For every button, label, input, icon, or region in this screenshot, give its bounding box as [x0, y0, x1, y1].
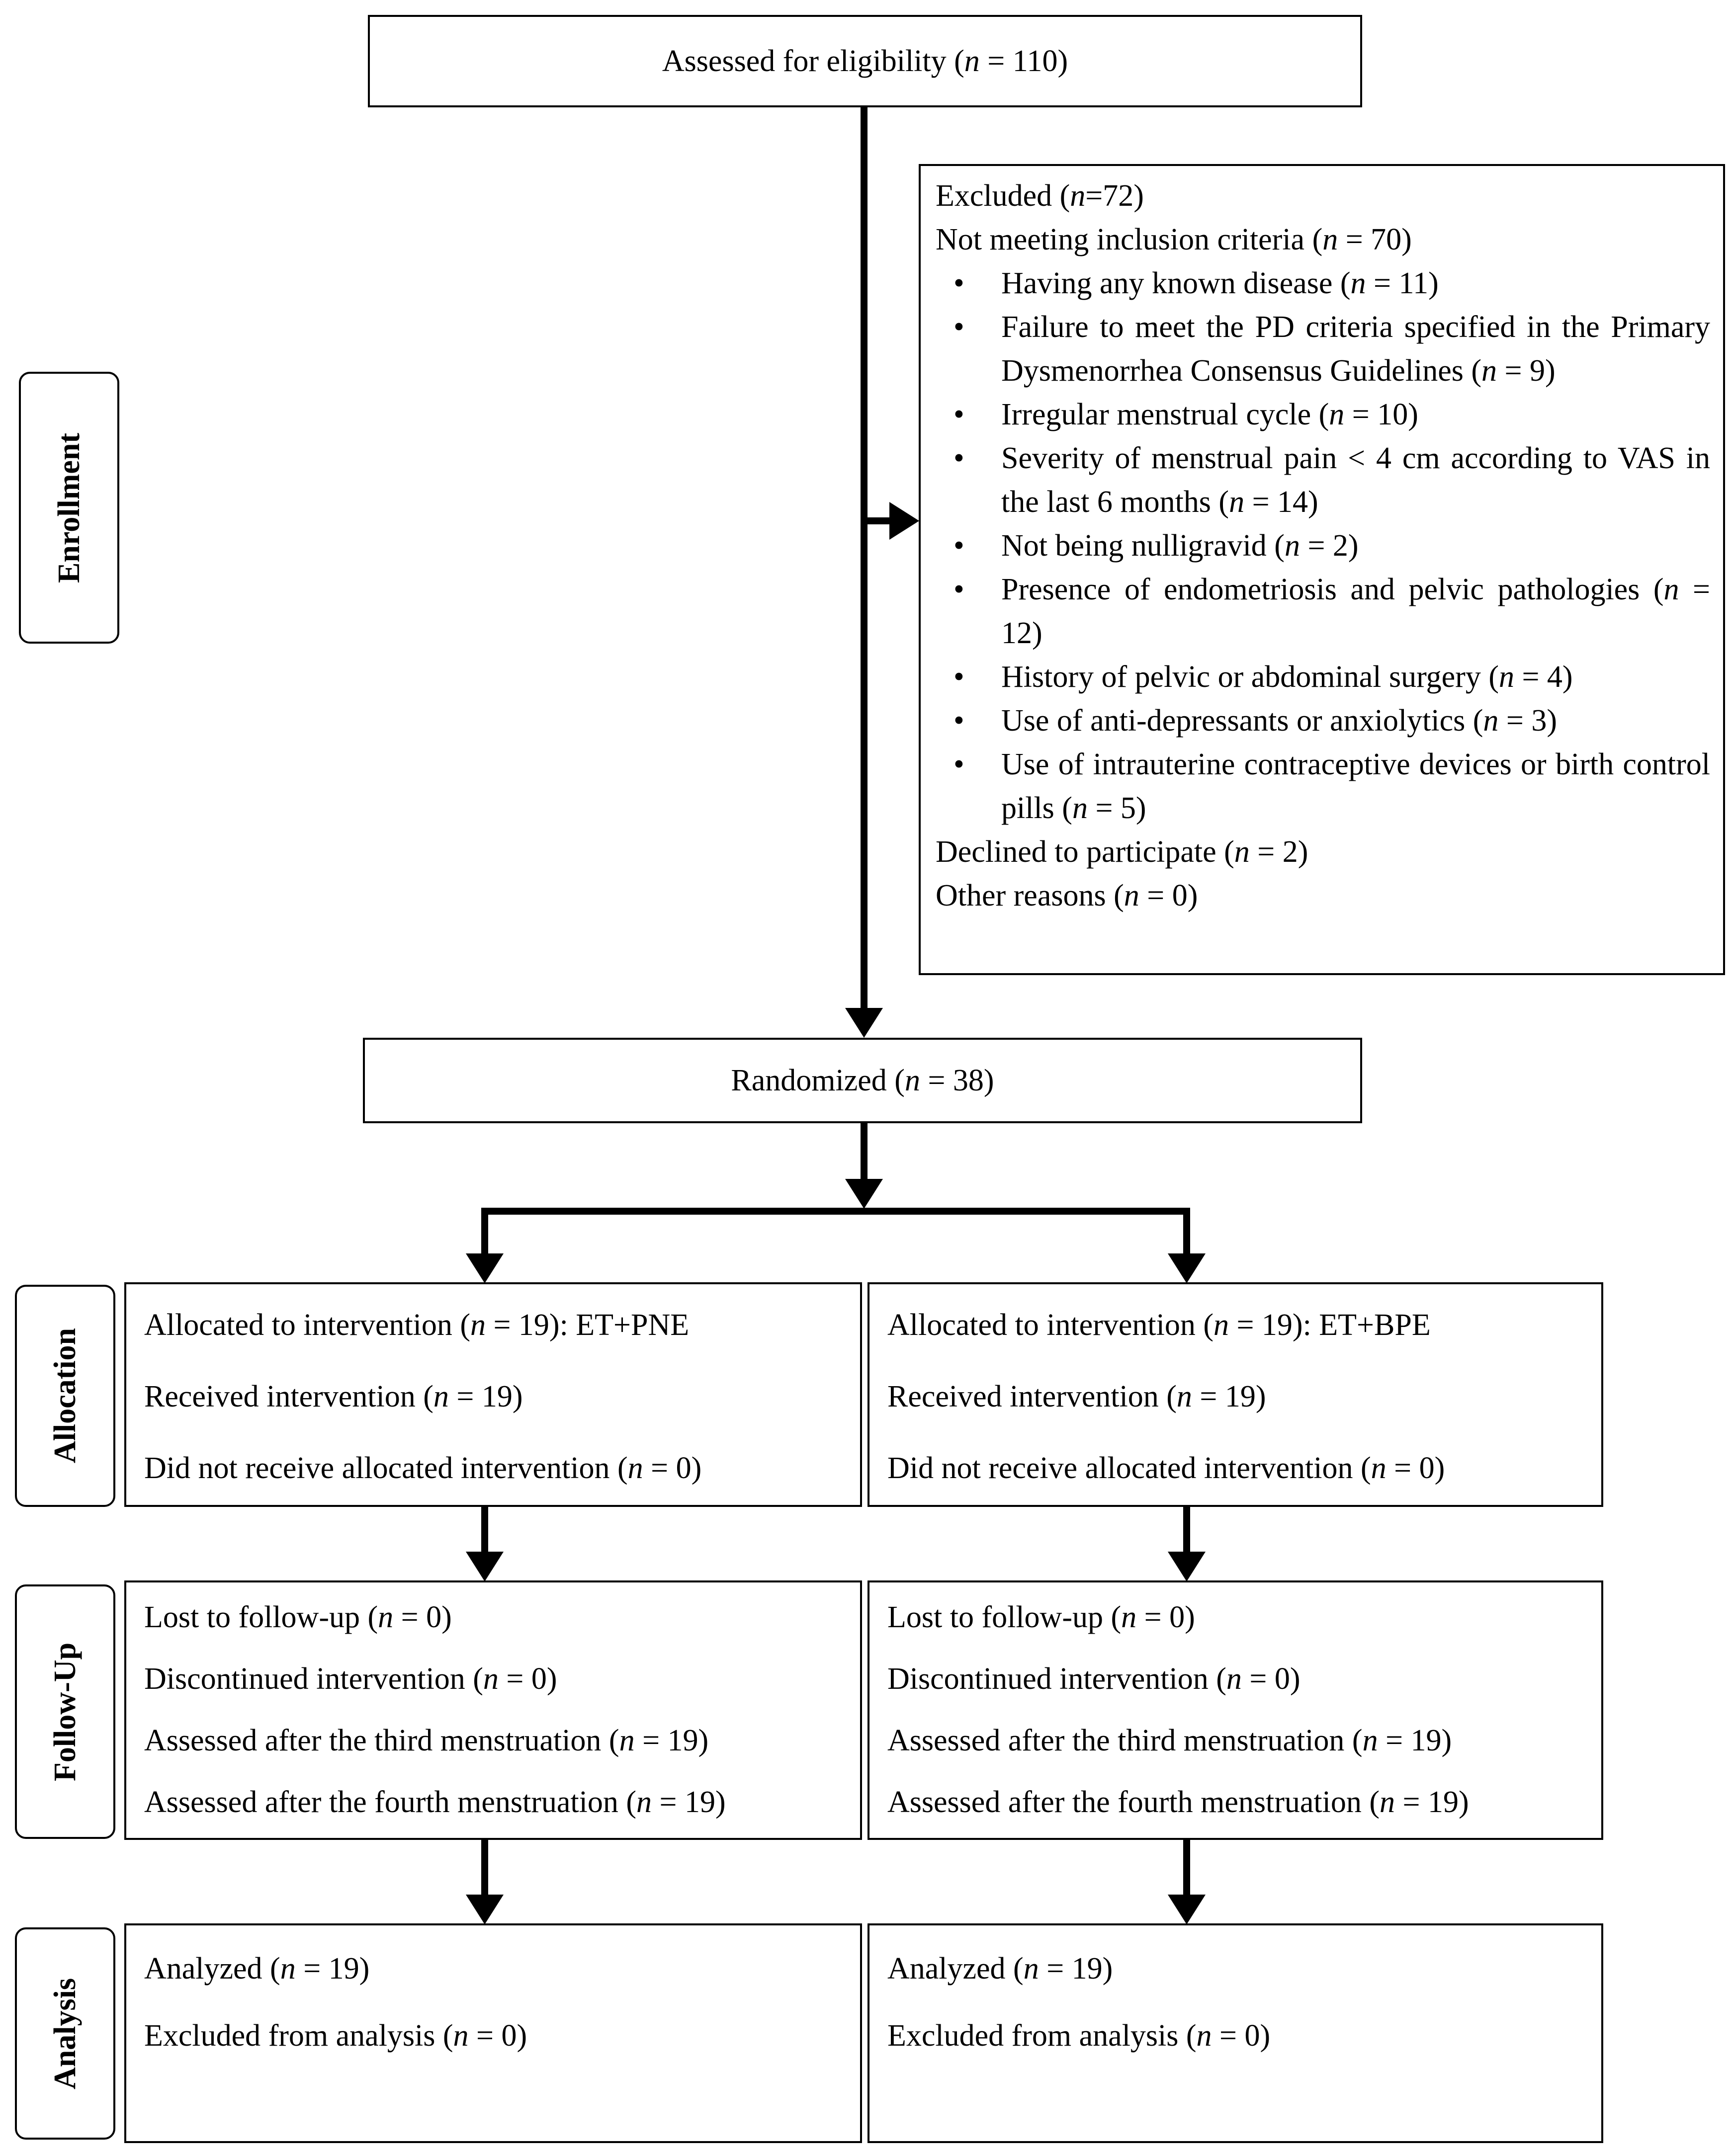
stage-label-followup [15, 1584, 115, 1839]
bullet-icon: • [954, 704, 964, 738]
bullet-icon: • [954, 660, 964, 694]
exclusion-reason-item [936, 524, 1710, 568]
stage-label-enrollment [19, 372, 119, 644]
arrow-allocation-to-followup-right-line [1183, 1507, 1190, 1553]
exclusion-reason-text: History of pelvic or abdominal surgery (n = 4) [1001, 660, 1573, 694]
allocation-right-line: Allocated to intervention (n = 19): ET+BPE [887, 1308, 1431, 1342]
analysis-right-line: Excluded from analysis (n = 0) [887, 2019, 1271, 2053]
assessed-eligibility-box [368, 15, 1362, 107]
exclusion-reason-item [936, 393, 1710, 436]
exclusion-reason-text: Irregular menstrual cycle (n = 10) [1001, 398, 1418, 431]
analysis-left-line: Analyzed (n = 19) [144, 1952, 370, 1986]
bullet-icon: • [954, 441, 964, 475]
excluded-title: Excluded (n=72) [936, 179, 1144, 213]
exclusion-reason-text: Presence of endometriosis and pelvic pathologies (n = 12) [1001, 573, 1710, 650]
followup-left-line: Assessed after the third menstruation (n = 19) [144, 1724, 709, 1757]
arrow-randomized-to-split-line [861, 1123, 867, 1181]
excluded-other-reasons: Other reasons (n = 0) [936, 879, 1198, 912]
bullet-icon: • [954, 747, 964, 781]
allocation-left-line: Did not receive allocated intervention (n = 0) [144, 1451, 702, 1485]
allocation-right-line: Received intervention (n = 19) [887, 1380, 1266, 1413]
assessed-eligibility-text: Assessed for eligibility (n = 110) [662, 44, 1068, 78]
arrow-split-to-allocation-left-head [466, 1253, 504, 1283]
followup-left-line: Lost to follow-up (n = 0) [144, 1600, 452, 1634]
allocation-box-right [867, 1282, 1603, 1507]
allocation-left-line: Allocated to intervention (n = 19): ET+PNE [144, 1308, 690, 1342]
randomized-box [363, 1038, 1362, 1123]
bullet-icon: • [954, 398, 964, 431]
exclusion-reason-item [936, 305, 1710, 393]
excluded-subtitle: Not meeting inclusion criteria (n = 70) [936, 223, 1412, 256]
excluded-box [919, 164, 1725, 975]
arrow-allocation-to-followup-left-line [481, 1507, 488, 1553]
arrow-to-excluded-head [889, 502, 919, 540]
exclusion-reason-item [936, 743, 1710, 830]
split-bar [481, 1208, 1190, 1215]
exclusion-reason-text: Use of anti-depressants or anxiolytics (n = 3) [1001, 704, 1557, 738]
arrow-followup-to-analysis-right-head [1168, 1895, 1206, 1924]
followup-box-right [867, 1580, 1603, 1840]
followup-right-line: Discontinued intervention (n = 0) [887, 1662, 1300, 1696]
followup-right-line: Assessed after the third menstruation (n = 19) [887, 1724, 1452, 1757]
arrow-split-to-allocation-left-line [481, 1208, 488, 1255]
bullet-icon: • [954, 573, 964, 606]
bullet-icon: • [954, 310, 964, 344]
stage-label-enrollment-text: Enrollment [52, 432, 86, 583]
arrow-followup-to-analysis-right-line [1183, 1840, 1190, 1896]
arrow-allocation-to-followup-left-head [466, 1552, 504, 1581]
exclusion-reason-text: Severity of menstrual pain < 4 cm according to VAS in the last 6 months (n = 14) [1001, 441, 1710, 519]
exclusion-reason-text: Having any known disease (n = 11) [1001, 266, 1439, 300]
bullet-icon: • [954, 266, 964, 300]
arrow-split-to-allocation-right-head [1168, 1253, 1206, 1283]
stage-label-analysis-text: Analysis [48, 1978, 82, 2089]
analysis-left-line: Excluded from analysis (n = 0) [144, 2019, 527, 2053]
exclusion-reason-text: Failure to meet the PD criteria specified in the Primary Dysmenorrhea Consensus Guidelines (n = 9) [1001, 310, 1710, 388]
stage-label-allocation-text: Allocation [48, 1328, 82, 1464]
stage-label-allocation [15, 1285, 115, 1507]
followup-right-line: Lost to follow-up (n = 0) [887, 1600, 1195, 1634]
arrow-assessed-to-randomized-line [861, 107, 867, 1009]
arrow-allocation-to-followup-right-head [1168, 1552, 1206, 1581]
allocation-left-line: Received intervention (n = 19) [144, 1380, 523, 1413]
followup-left-line: Assessed after the fourth menstruation (n = 19) [144, 1785, 726, 1819]
arrow-split-to-allocation-right-line [1183, 1208, 1190, 1255]
analysis-box-right [867, 1923, 1603, 2143]
allocation-box-left [124, 1282, 862, 1507]
followup-left-line: Discontinued intervention (n = 0) [144, 1662, 557, 1696]
analysis-box-left [124, 1923, 862, 2143]
exclusion-reason-text: Not being nulligravid (n = 2) [1001, 529, 1359, 563]
exclusion-reason-item [936, 436, 1710, 524]
arrow-randomized-to-split-head [845, 1179, 883, 1209]
excluded-declined: Declined to participate (n = 2) [936, 835, 1308, 869]
exclusion-reason-item [936, 655, 1710, 699]
bullet-icon: • [954, 529, 964, 563]
exclusion-reason-item [936, 699, 1710, 743]
stage-label-followup-text: Follow-Up [48, 1642, 82, 1781]
randomized-text: Randomized (n = 38) [731, 1063, 994, 1097]
stage-label-analysis [15, 1927, 115, 2140]
analysis-right-line: Analyzed (n = 19) [887, 1952, 1113, 1986]
arrow-to-excluded-line [865, 517, 891, 524]
allocation-right-line: Did not receive allocated intervention (n = 0) [887, 1451, 1445, 1485]
arrow-followup-to-analysis-left-line [481, 1840, 488, 1896]
followup-box-left [124, 1580, 862, 1840]
exclusion-reason-item [936, 568, 1710, 655]
exclusion-reason-text: Use of intrauterine contraceptive devices or birth control pills (n = 5) [1001, 747, 1710, 825]
followup-right-line: Assessed after the fourth menstruation (n = 19) [887, 1785, 1469, 1819]
exclusion-reason-item [936, 261, 1710, 305]
arrow-followup-to-analysis-left-head [466, 1895, 504, 1924]
arrow-assessed-to-randomized-head [845, 1008, 883, 1038]
